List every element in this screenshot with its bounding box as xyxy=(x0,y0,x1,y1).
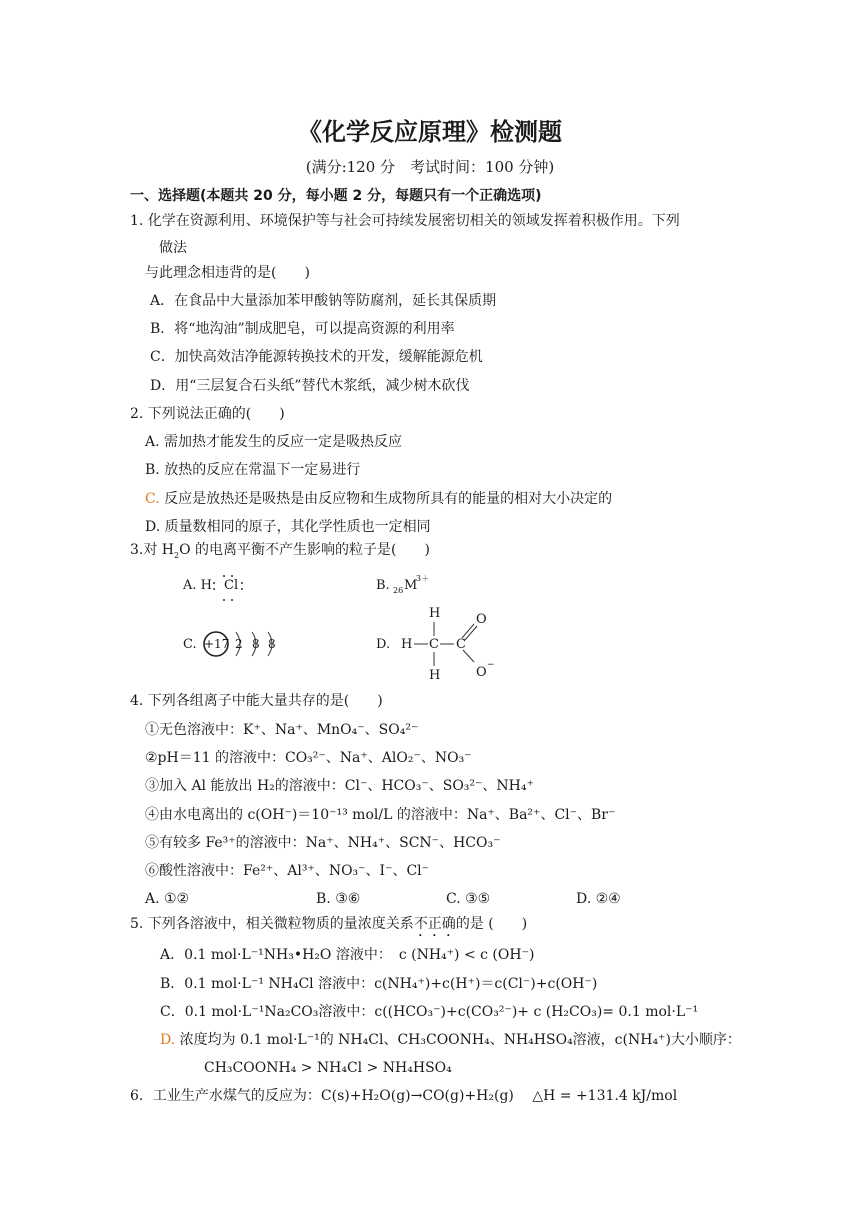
q3-option-d-h-top: H xyxy=(429,606,441,621)
q3-option-d-h-left: H xyxy=(401,637,413,652)
q2-option-d: D. 质量数相同的原子，其化学性质也一定相同 xyxy=(145,519,431,535)
q4-item-5: ⑤有较多 Fe³⁺的溶液中：Na⁺、NH₄⁺、SCN⁻、HCO₃⁻ xyxy=(145,835,501,851)
q5-stem xyxy=(130,915,527,940)
q3-option-d-o-top: O xyxy=(476,612,487,627)
q3-stem-sub: 2 xyxy=(174,550,180,560)
q2-option-b: B. 放热的反应在常温下一定易进行 xyxy=(145,462,361,478)
q3-option-a-cl: Cl xyxy=(224,578,239,593)
q3-option-c-nucleus: +17 xyxy=(204,637,230,651)
q1-option-b: B．将“地沟油”制成肥皂，可以提高资源的利用率 xyxy=(150,321,455,337)
q2-option-c-text: 反应是放热还是吸热是由反应物和生成物所具有的能量的相对大小决定的 xyxy=(159,491,613,507)
q5-option-c: C．0.1 mol·L⁻¹Na₂CO₃溶液中：c((HCO₃⁻)+c(CO₃²⁻)+ c (H₂CO₃)= 0.1 mol·L⁻¹ xyxy=(160,1004,699,1020)
q3-option-c-shell-1: 2 xyxy=(235,637,243,651)
page-title: 《化学反应原理》检测题 xyxy=(298,118,562,146)
q3-option-d-label: D. xyxy=(376,637,391,652)
q4-option-c: C. ③⑤ xyxy=(446,891,491,907)
q4-item-3: ③加入 Al 能放出 H₂的溶液中：Cl⁻、HCO₃⁻、SO₃²⁻、NH₄⁺ xyxy=(145,778,534,794)
q5-option-a: A．0.1 mol·L⁻¹NH₃•H₂O 溶液中： c (NH₄⁺) < c (OH⁻) xyxy=(160,947,535,963)
q2-stem: 2. 下列说法正确的( ) xyxy=(130,406,285,422)
q3-option-c-shell-3: 8 xyxy=(268,637,276,651)
q5-stem-emphasis: 不正确 xyxy=(413,916,456,932)
q5-option-d-order: CH₃COONH₄ > NH₄Cl > NH₄HSO₄ xyxy=(204,1060,452,1076)
q1-option-c: C．加快高效洁净能源转换技术的开发，缓解能源危机 xyxy=(150,349,483,365)
q4-item-2: ②pH＝11 的溶液中：CO₃²⁻、Na⁺、AlO₂⁻、NO₃⁻ xyxy=(145,750,472,766)
q2-option-c xyxy=(145,490,612,508)
q3-option-b-symbol: M xyxy=(404,578,418,593)
q5-option-d xyxy=(160,1031,741,1049)
q4-stem: 4. 下列各组离子中能大量共存的是( ) xyxy=(130,693,383,709)
q3-option-b-charge: 3＋ xyxy=(416,574,430,583)
q5-option-d-text: 浓度均为 0.1 mol·L⁻¹的 NH₄Cl、CH₃COONH₄、NH₄HSO₄溶液，c(NH₄⁺)大小顺序： xyxy=(175,1032,741,1048)
q3-option-a-label: A. xyxy=(183,578,197,593)
q4-item-1: ①无色溶液中：K⁺、Na⁺、MnO₄⁻、SO₄²⁻ xyxy=(145,722,419,738)
q4-option-a: A. ①② xyxy=(145,891,190,907)
q4-item-4: ④由水电离出的 c(OH⁻)＝10⁻¹³ mol/L 的溶液中：Na⁺、Ba²⁺、Cl⁻、Br⁻ xyxy=(145,807,616,823)
q3-option-d-h-bottom: H xyxy=(429,668,441,683)
q1-option-a: A．在食品中大量添加苯甲酸钠等防腐剂，延长其保质期 xyxy=(150,293,497,309)
q3-stem-part2: O 的电离平衡不产生影响的粒子是( ) xyxy=(179,542,430,558)
q4-item-6: ⑥酸性溶液中：Fe²⁺、Al³⁺、NO₃⁻、I⁻、Cl⁻ xyxy=(145,863,430,879)
q3-option-d-c1: C xyxy=(429,637,439,652)
q3-option-b-label: B. xyxy=(376,578,390,593)
q1-option-d: D．用“三层复合石头纸”替代木浆纸，减少树木砍伐 xyxy=(150,378,470,394)
q3-option-d-o-bottom: O xyxy=(476,665,487,680)
q1-stem-line3: 与此理念相违背的是( ) xyxy=(145,265,310,281)
q1-stem-line2: 做法 xyxy=(159,240,187,256)
q6-stem: 6．工业生产水煤气的反应为：C(s)+H₂O(g)→CO(g)+H₂(g) △H = +131.4 kJ/mol xyxy=(130,1088,678,1104)
q5-stem-part1: 5. 下列各溶液中，相关微粒物质的量浓度关系 xyxy=(130,916,414,932)
q3-stem-part1: 3.对 H xyxy=(130,542,175,558)
q3-stem xyxy=(130,541,430,559)
q3-option-a xyxy=(183,578,212,593)
q3-option-d-c2: C xyxy=(456,637,466,652)
q1-stem-line1: 1. 化学在资源利用、环境保护等与社会可持续发展密切相关的领域发挥着积极作用。下列 xyxy=(130,213,680,229)
q3-option-c-label: C. xyxy=(183,637,197,652)
q4-option-d: D. ②④ xyxy=(576,891,621,907)
q3-option-a-h: H xyxy=(200,578,213,593)
page-subtitle: (满分:120 分 考试时间：100 分钟) xyxy=(305,158,555,176)
q2-option-c-letter: C. xyxy=(145,491,160,507)
q5-option-d-letter: D. xyxy=(160,1032,176,1048)
q3-option-c-shell-2: 8 xyxy=(252,637,260,651)
q5-stem-part2: 的是 ( ) xyxy=(455,916,528,932)
q3-option-d-o-charge: − xyxy=(487,660,495,670)
section-heading: 一、选择题(本题共 20 分，每小题 2 分，每题只有一个正确选项) xyxy=(130,188,542,204)
q2-option-a: A. 需加热才能发生的反应一定是吸热反应 xyxy=(145,434,403,450)
q4-option-b: B. ③⑥ xyxy=(316,891,361,907)
q3-option-b-atomic-number: 26 xyxy=(393,586,404,595)
q5-option-b: B．0.1 mol·L⁻¹ NH₄Cl 溶液中：c(NH₄⁺)+c(H⁺)＝c(Cl⁻)+c(OH⁻) xyxy=(160,976,598,992)
